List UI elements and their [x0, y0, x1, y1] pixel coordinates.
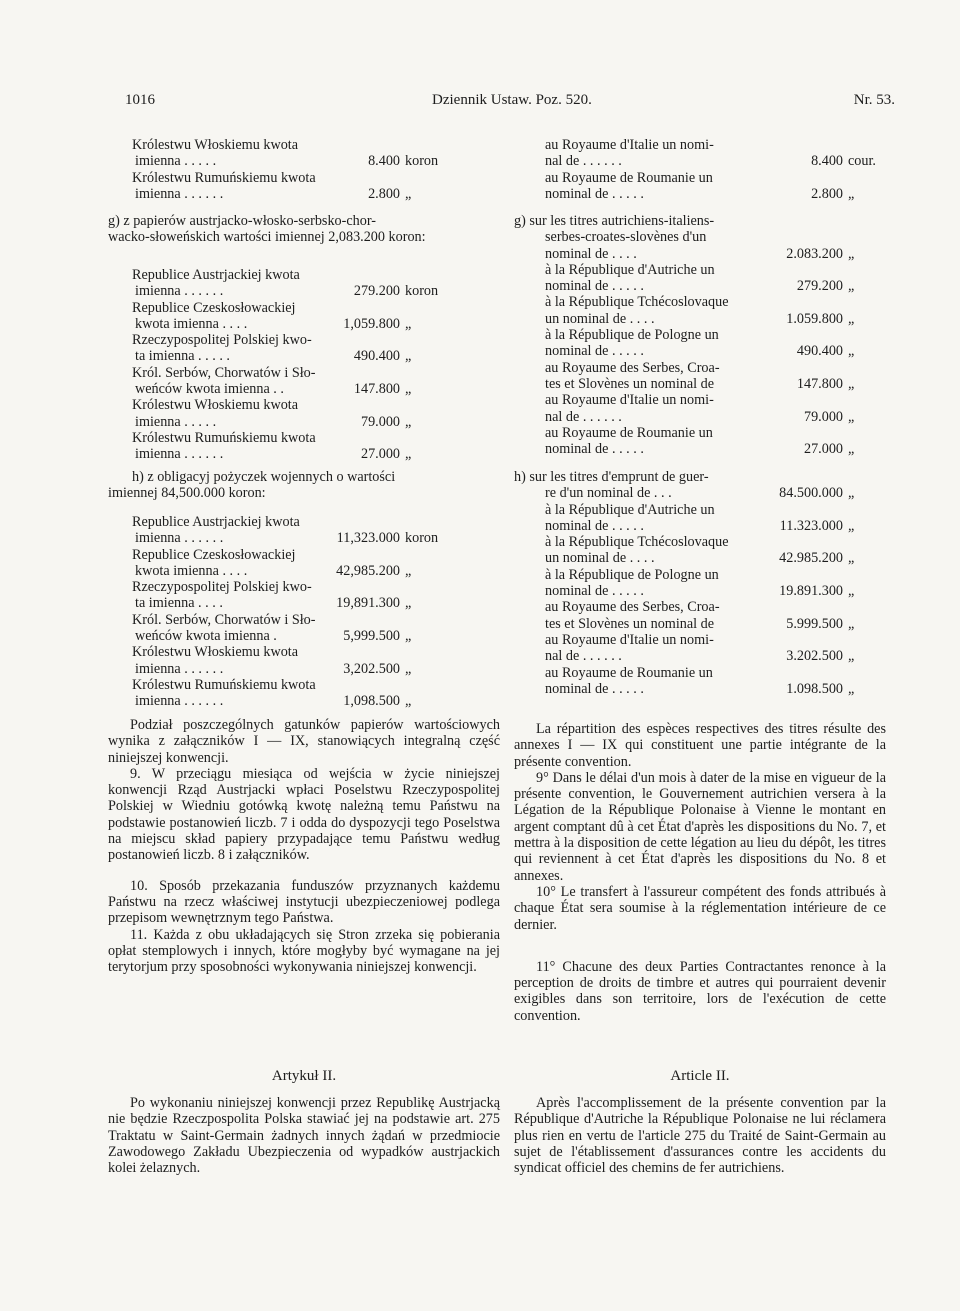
allocation-row	[514, 170, 886, 186]
allocation-label: nominal de . . . . .	[545, 278, 644, 295]
allocation-unit: „	[848, 278, 855, 295]
allocation-row	[514, 681, 886, 697]
allocation-row	[514, 246, 886, 262]
allocation-label: au Royaume de Roumanie un	[545, 664, 713, 681]
right-top-allocations	[514, 137, 886, 202]
allocation-row	[108, 300, 500, 316]
allocation-row	[514, 311, 886, 327]
allocation-row	[514, 327, 886, 343]
allocation-row	[108, 628, 500, 644]
allocation-row	[108, 348, 500, 364]
allocation-unit: „	[848, 485, 855, 502]
allocation-label: imienna . . . . . .	[135, 660, 224, 677]
allocation-row	[514, 550, 886, 566]
allocation-row	[514, 153, 886, 169]
allocation-amount: 27.000	[360, 446, 400, 463]
issue-number: Nr. 53.	[853, 92, 895, 108]
allocation-row	[514, 599, 886, 615]
allocation-label: à la République de Pologne un	[545, 566, 719, 583]
allocation-label: au Royaume d'Italie un nomi-	[545, 392, 714, 409]
allocation-amount: 11.323.000	[779, 517, 843, 534]
allocation-row	[514, 392, 886, 408]
allocation-row	[108, 514, 500, 530]
allocation-label: Królestwu Włoskiemu kwota	[132, 644, 299, 661]
allocation-unit: „	[848, 375, 855, 392]
allocation-unit: koron	[405, 530, 439, 547]
allocation-unit: „	[848, 441, 855, 458]
allocation-label: nominal de . . . . .	[545, 441, 644, 458]
allocation-amount: 8.400	[811, 153, 843, 170]
allocation-label: imienna . . . . . .	[135, 693, 224, 710]
allocation-amount: 11,323.000	[336, 530, 400, 547]
allocation-unit: „	[405, 381, 412, 398]
allocation-row	[514, 425, 886, 441]
allocation-unit: koron	[405, 153, 439, 170]
left-h-intro	[108, 469, 500, 502]
allocation-label: au Royaume de Roumanie un	[545, 424, 713, 441]
allocation-label: imienna . . . . . .	[135, 446, 224, 463]
allocation-amount: 1.098.500	[786, 680, 843, 697]
allocation-row	[108, 365, 500, 381]
allocation-label: g) sur les titres autrichiens-italiens-	[514, 213, 715, 229]
allocation-amount: 79.000	[803, 408, 843, 425]
allocation-unit: „	[848, 517, 855, 534]
allocation-label: un nominal de . . . .	[545, 550, 655, 567]
allocation-amount: 147.800	[353, 381, 400, 398]
allocation-amount: 27.000	[803, 441, 843, 458]
allocation-amount: 279.200	[353, 283, 400, 300]
allocation-amount: 279.200	[796, 278, 843, 295]
right-paragraphs	[514, 721, 886, 1024]
article-title: Article II.	[670, 1068, 730, 1084]
allocation-row	[514, 137, 886, 153]
allocation-row	[108, 530, 500, 546]
allocation-row	[514, 632, 886, 648]
allocation-amount: 147.800	[796, 375, 843, 392]
allocation-row	[108, 693, 500, 709]
allocation-label: au Royaume des Serbes, Croa-	[545, 599, 720, 616]
allocation-label: weńców kwota imienna .	[135, 628, 277, 645]
allocation-row	[108, 170, 500, 186]
allocation-label: kwota imienna . . . .	[135, 562, 248, 579]
allocation-row	[514, 441, 886, 457]
article-title: Artykuł II.	[271, 1068, 337, 1084]
allocation-label: un nominal de . . . .	[545, 310, 655, 327]
left-top-allocations	[108, 137, 500, 202]
allocation-row	[514, 229, 886, 245]
allocation-unit: „	[848, 615, 855, 632]
allocation-amount: 42,985.200	[336, 562, 400, 579]
allocation-label: nominal de . . . . .	[545, 185, 644, 202]
article-text: Après l'accomplissement de la présente convention par la République d'Autriche la République Polonaise ne lui réclamera plus rien en vertu de l'article 275 du Traité de Saint-Germain au sujet de l'établissement d'assurances contre les accidents du syndicat officiel des chemins de fer autrichiens.	[514, 1095, 886, 1177]
allocation-amount: 1,098.500	[343, 693, 400, 710]
allocation-amount: 2.800	[368, 185, 400, 202]
allocation-amount: 490.400	[353, 348, 400, 365]
allocation-amount: 5.999.500	[786, 615, 843, 632]
allocation-label: imienna . . . . .	[135, 153, 217, 170]
allocation-row	[108, 547, 500, 563]
allocation-row	[514, 409, 886, 425]
allocation-amount: 3,202.500	[343, 660, 400, 677]
allocation-row	[108, 677, 500, 693]
allocation-label: Republice Czeskosłowackiej	[132, 299, 296, 316]
allocation-row	[108, 644, 500, 660]
allocation-row	[108, 381, 500, 397]
allocation-label: Królestwu Rumuńskiemu kwota	[132, 676, 316, 693]
allocation-row	[514, 469, 886, 485]
allocation-amount: 1.059.800	[786, 310, 843, 327]
allocation-unit: cour.	[848, 153, 876, 170]
allocation-label: Republice Austrjackiej kwota	[132, 514, 300, 530]
paragraph: 9° Dans le délai d'un mois à dater de la mise en vigueur de la présente convention, le Gouvernement autrichien versera à la Légation de la République Polonaise à Vienne le montant en argent comptant dû à cet État d'après les dispositions du No. 7, et mettra à la disposition de cette légation au lieu du dépôt, les titres qui reviennent à cet État d'après les dispositions du No. 8 et annexes.	[514, 769, 886, 884]
allocation-unit: „	[848, 408, 855, 425]
allocation-label: Królestwu Włoskiemu kwota	[132, 397, 299, 414]
allocation-amount: 3.202.500	[786, 648, 843, 665]
allocation-row	[108, 316, 500, 332]
allocation-label: nal de . . . . . .	[545, 408, 622, 425]
allocation-row	[514, 485, 886, 501]
allocation-amount: 42.985.200	[779, 550, 843, 567]
allocation-unit: „	[848, 185, 855, 202]
allocation-label: tes et Slovènes un nominal de	[545, 375, 715, 392]
paragraph: 10° Le transfert à l'assureur compétent des fonds attribués à chaque État sera soumise à la réglementation intérieure de ce dernier.	[514, 883, 886, 933]
allocation-row	[514, 213, 886, 229]
allocation-label: à la République d'Autriche un	[545, 261, 715, 278]
allocation-label: au Royaume des Serbes, Croa-	[545, 359, 720, 376]
allocation-label: ta imienna . . . .	[135, 595, 223, 612]
allocation-label: Król. Serbów, Chorwatów i Sło-	[132, 611, 316, 628]
allocation-row	[108, 430, 500, 446]
right-g-allocations	[514, 213, 886, 457]
allocation-row	[514, 518, 886, 534]
allocation-row	[108, 612, 500, 628]
allocation-unit: „	[848, 343, 855, 360]
allocation-unit: „	[848, 648, 855, 665]
allocation-label: nominal de . . . . .	[545, 517, 644, 534]
allocation-amount: 84.500.000	[779, 485, 843, 502]
allocation-amount: 2.800	[811, 185, 843, 202]
allocation-row	[514, 262, 886, 278]
allocation-row	[514, 567, 886, 583]
allocation-row	[514, 186, 886, 202]
allocation-unit: „	[405, 446, 412, 463]
allocation-label: au Royaume d'Italie un nomi-	[545, 137, 714, 153]
allocation-unit: „	[405, 413, 412, 430]
allocation-label: Republice Austrjackiej kwota	[132, 267, 300, 283]
allocation-amount: 19,891.300	[336, 595, 400, 612]
h-intro-line: h) z obligacyj pożyczek wojennych o wartości	[132, 469, 396, 485]
allocation-label: Królestwu Włoskiemu kwota	[132, 137, 299, 153]
allocation-row	[108, 661, 500, 677]
left-h-allocations	[108, 514, 500, 710]
allocation-amount: 79.000	[360, 413, 400, 430]
allocation-unit: „	[405, 595, 412, 612]
allocation-label: au Royaume d'Italie un nomi-	[545, 631, 714, 648]
allocation-unit: „	[848, 550, 855, 567]
article-text: Po wykonaniu niniejszej konwencji przez Republikę Austrjacką nie będzie Rzeczpospolita Polska stawiać jej na podstawie art. 275 Traktatu w Saint-Germain żadnych innych żądań w przedmiocie Zawodowego Zakładu Ubezpieczenia od wypadków austrjackich kolei żelaznych.	[108, 1095, 500, 1177]
allocation-row	[514, 502, 886, 518]
allocation-row	[108, 563, 500, 579]
allocation-label: à la République Tchécoslovaque	[545, 534, 729, 551]
allocation-row	[514, 534, 886, 550]
allocation-label: nal de . . . . . .	[545, 153, 622, 170]
allocation-label: nominal de . . . .	[545, 245, 637, 262]
allocation-label: imienna . . . . . .	[135, 185, 224, 202]
right-h-allocations	[514, 469, 886, 697]
allocation-unit: „	[405, 693, 412, 710]
g-intro-line: g) z papierów austrjacko-włosko-serbsko-chor-	[108, 213, 377, 229]
allocation-label: Rzeczypospolitej Polskiej kwo-	[132, 332, 312, 349]
allocation-unit: „	[405, 562, 412, 579]
left-paragraphs	[108, 717, 500, 975]
paragraph: 10. Sposób przekazania funduszów przyznanych każdemu Państwu na rzecz właściwej instytucji ubezpieczeniowej podlega przepisom wewnętrznym tego Państwa.	[108, 877, 500, 927]
allocation-row	[108, 186, 500, 202]
allocation-label: serbes-croates-slovènes d'un	[545, 229, 707, 246]
allocation-unit: „	[405, 185, 412, 202]
allocation-row	[514, 648, 886, 664]
allocation-row	[108, 579, 500, 595]
paragraph: 11° Chacune des deux Parties Contractantes renonce à la perception de droits de timbre et autres qui pourraient devenir exigibles dans son territoire, lors de l'exécution de cette convention.	[514, 958, 886, 1024]
allocation-label: Królestwu Rumuńskiemu kwota	[132, 429, 316, 446]
allocation-row	[108, 397, 500, 413]
g-intro-line: wacko-słoweńskich wartości imiennej 2,083.200 koron:	[108, 229, 426, 246]
allocation-unit: koron	[405, 283, 439, 300]
allocation-row	[108, 137, 500, 153]
allocation-amount: 2.083.200	[786, 245, 843, 262]
allocation-unit: „	[405, 348, 412, 365]
h-intro-line: imiennej 84,500.000 koron:	[108, 485, 266, 502]
allocation-amount: 19.891.300	[779, 583, 843, 600]
allocation-row	[514, 583, 886, 599]
allocation-row	[108, 283, 500, 299]
allocation-label: nominal de . . . . .	[545, 680, 644, 697]
allocation-label: Królestwu Rumuńskiemu kwota	[132, 169, 316, 186]
journal-title: Dziennik Ustaw. Poz. 520.	[432, 92, 592, 108]
allocation-row	[108, 153, 500, 169]
allocation-row	[514, 360, 886, 376]
allocation-amount: 8.400	[368, 153, 400, 170]
allocation-label: nominal de . . . . .	[545, 583, 644, 600]
allocation-row	[514, 665, 886, 681]
allocation-label: à la République de Pologne un	[545, 327, 719, 344]
paragraph: 11. Każda z obu układających się Stron zrzeka się pobierania opłat stemplowych i innych, które mogłyby być wymagane na jej terytorjum przy sposobności wykonywania niniejszej konwencji.	[108, 926, 500, 976]
allocation-row	[108, 332, 500, 348]
left-g-intro	[108, 213, 500, 246]
allocation-unit: „	[848, 245, 855, 262]
allocation-label: imienna . . . . . .	[135, 530, 224, 547]
allocation-label: h) sur les titres d'emprunt de guer-	[514, 469, 709, 485]
allocation-label: weńców kwota imienna . .	[135, 381, 284, 398]
allocation-unit: „	[405, 660, 412, 677]
allocation-row	[514, 343, 886, 359]
allocation-label: nal de . . . . . .	[545, 648, 622, 665]
allocation-amount: 490.400	[796, 343, 843, 360]
allocation-label: kwota imienna . . . .	[135, 315, 248, 332]
allocation-label: au Royaume de Roumanie un	[545, 169, 713, 186]
allocation-label: à la République d'Autriche un	[545, 501, 715, 518]
allocation-label: Republice Czeskosłowackiej	[132, 546, 296, 563]
allocation-label: Król. Serbów, Chorwatów i Sło-	[132, 364, 316, 381]
allocation-row	[108, 595, 500, 611]
allocation-row	[108, 414, 500, 430]
paragraph: Podział poszczególnych gatunków papierów wartościowych wynika z załączników I — IX, stanowiących integralną część niniejszej konwencji.	[108, 717, 500, 766]
article-text-block	[108, 1095, 500, 1176]
allocation-row	[108, 267, 500, 283]
allocation-label: Rzeczypospolitej Polskiej kwo-	[132, 579, 312, 596]
allocation-label: re d'un nominal de . . .	[545, 485, 672, 502]
allocation-unit: „	[405, 628, 412, 645]
allocation-unit: „	[848, 583, 855, 600]
allocation-label: nominal de . . . . .	[545, 343, 644, 360]
paragraph: La répartition des espèces respectives des titres résulte des annexes I — IX qui constituent une partie intégrante de la présente convention.	[514, 721, 886, 770]
allocation-amount: 1,059.800	[343, 315, 400, 332]
article-text-block	[514, 1095, 886, 1176]
allocation-label: imienna . . . . .	[135, 413, 217, 430]
left-g-allocations	[108, 267, 500, 463]
allocation-row	[514, 616, 886, 632]
allocation-label: tes et Slovènes un nominal de	[545, 615, 715, 632]
allocation-label: à la République Tchécoslovaque	[545, 294, 729, 311]
allocation-row	[108, 446, 500, 462]
allocation-label: imienna . . . . . .	[135, 283, 224, 300]
paragraph: 9. W przeciągu miesiąca od wejścia w życie niniejszej konwencji Rząd Austrjacki wpłaci Poselstwu Rzeczypospolitej Polskiej w Wiedniu gotówką kwotę należną temu Państwu na podstawie postanowień liczb. 7 i odda do dyspozycji tego Poselstwa na miejscu skład papiery przypadające temu Państwu według postanowień liczb. 8 i załączników.	[108, 765, 500, 864]
allocation-row	[514, 294, 886, 310]
allocation-unit: „	[405, 315, 412, 332]
allocation-row	[514, 376, 886, 392]
allocation-unit: „	[848, 680, 855, 697]
allocation-label: ta imienna . . . . .	[135, 348, 230, 365]
page-number: 1016	[125, 92, 155, 108]
allocation-unit: „	[848, 310, 855, 327]
page-header	[125, 92, 895, 114]
allocation-amount: 5,999.500	[343, 628, 400, 645]
allocation-row	[514, 278, 886, 294]
